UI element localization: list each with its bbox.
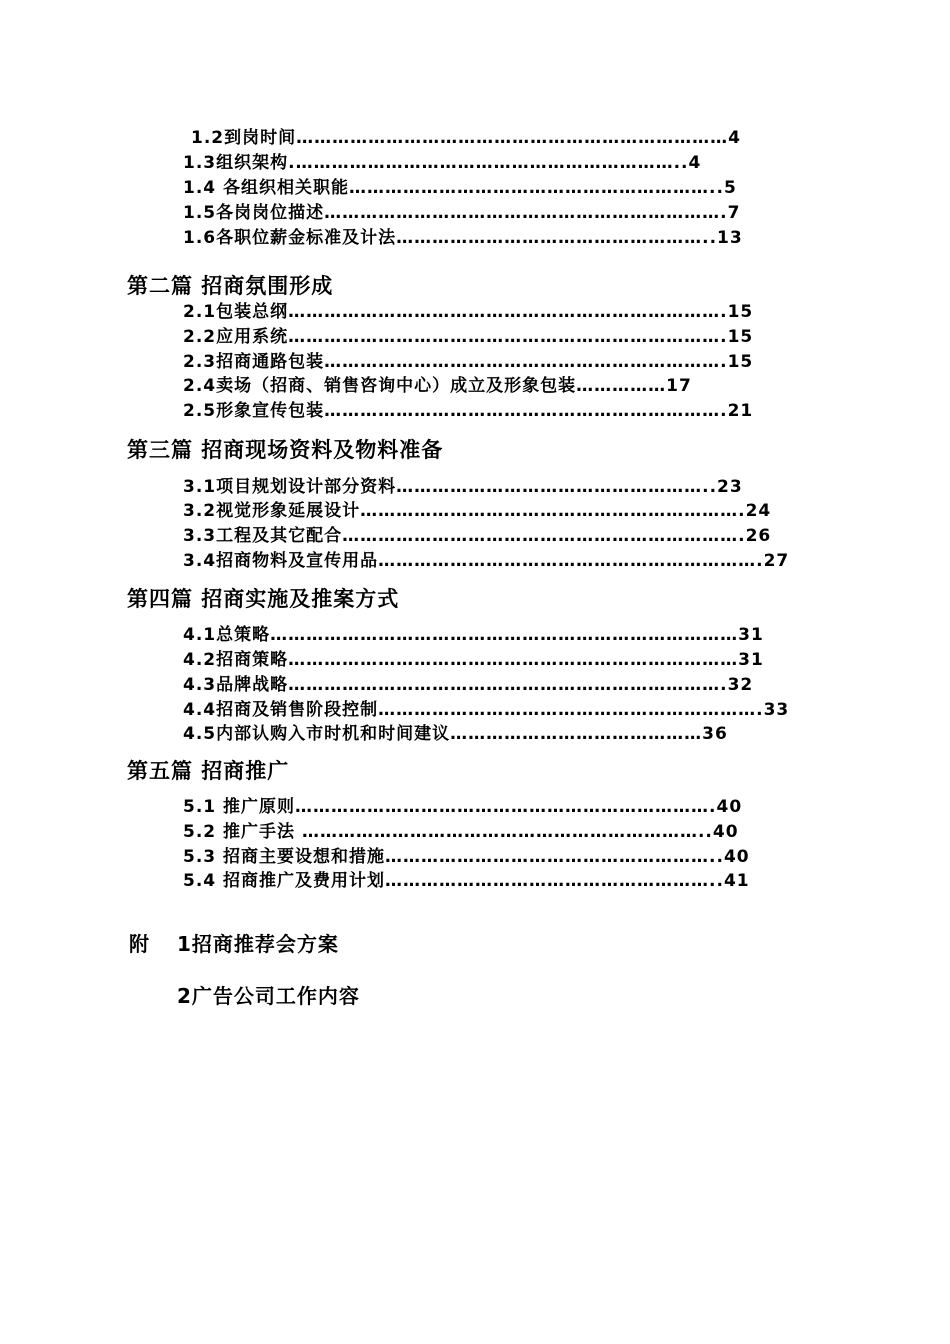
toc-entry-text: 5.3 招商主要设想和措施………………………………………………..40	[183, 847, 750, 867]
toc-entry-3-4[interactable]	[183, 550, 823, 572]
toc-entry-text: 1.6各职位薪金标准及计法……………………………………………..13	[183, 228, 743, 248]
toc-entry-text: 2.1包装总纲……………………………………………………………….15	[183, 302, 754, 322]
toc-entry-text: 4.4招商及销售阶段控制……………………………………………………….33	[183, 700, 790, 720]
toc-entry-1-3[interactable]	[183, 152, 823, 174]
toc-entry-1-6[interactable]	[183, 227, 823, 249]
toc-entry-2-3[interactable]	[183, 351, 823, 373]
toc-entry-text: 2.2应用系统……………………………………………………………….15	[183, 327, 754, 347]
toc-entry-2-2[interactable]	[183, 326, 823, 348]
toc-entry-text: 4.5内部认购入市时机和时间建议……………………………………36	[183, 724, 728, 744]
toc-entry-4-2[interactable]	[183, 649, 823, 671]
toc-entry-5-4[interactable]	[183, 870, 823, 892]
toc-entry-text: 3.4招商物料及宣传用品……………………………………………………….27	[183, 551, 790, 571]
chapter-3-heading[interactable]: 第三篇 招商现场资料及物料准备	[127, 438, 444, 462]
toc-entry-text: 5.2 推广手法 …………………………………………………………..40	[183, 822, 739, 842]
toc-entry-3-2[interactable]	[183, 500, 823, 522]
toc-entry-5-1[interactable]	[183, 796, 823, 818]
chapter-5-heading[interactable]: 第五篇 招商推广	[127, 759, 290, 783]
toc-entry-5-3[interactable]	[183, 846, 823, 868]
toc-entry-1-2[interactable]	[191, 127, 831, 149]
toc-entry-text: 2.5形象宣传包装………………………………………………………….21	[183, 401, 754, 421]
toc-entry-2-5[interactable]	[183, 400, 823, 422]
toc-entry-text: 4.3品牌战略……………………………………………………………….32	[183, 675, 754, 695]
toc-entry-text: 1.2到岗时间………………………………………………………………4	[191, 128, 741, 148]
toc-entry-1-4[interactable]	[183, 177, 823, 199]
toc-entry-4-4[interactable]	[183, 699, 823, 721]
chapter-4-heading[interactable]: 第四篇 招商实施及推案方式	[127, 587, 400, 611]
toc-entry-text: 5.4 招商推广及费用计划………………………………………………..41	[183, 871, 750, 891]
toc-entry-text: 1.3组织架构.………………………………………………………..4	[183, 153, 702, 173]
chapter-2-heading[interactable]: 第二篇 招商氛围形成	[127, 274, 334, 298]
toc-entry-text: 1.5各岗岗位描述………………………………………………………….7	[183, 203, 741, 223]
toc-entry-4-5[interactable]	[183, 723, 823, 745]
appendix-item-1[interactable]: 1招商推荐会方案	[177, 932, 339, 956]
toc-entry-4-1[interactable]	[183, 624, 823, 646]
toc-entry-text: 4.1总策略……………………………………………………………………31	[183, 625, 764, 645]
toc-entry-text: 1.4 各组织相关职能……………………………………………………..5	[183, 178, 737, 198]
toc-entry-text: 5.1 推广原则…………………………………………………………….40	[183, 797, 743, 817]
toc-entry-text: 4.2招商策略…………………………………………………………………31	[183, 650, 764, 670]
toc-entry-3-3[interactable]	[183, 525, 823, 547]
toc-entry-text: 3.2视觉形象延展设计……………………………………………………….24	[183, 501, 772, 521]
toc-entry-4-3[interactable]	[183, 674, 823, 696]
toc-entry-text: 2.4卖场（招商、销售咨询中心）成立及形象包装……………17	[183, 376, 692, 396]
toc-entry-2-4[interactable]	[183, 375, 823, 397]
toc-entry-5-2[interactable]	[183, 821, 823, 843]
appendix-item-2[interactable]: 2广告公司工作内容	[177, 984, 360, 1008]
toc-entry-1-5[interactable]	[183, 202, 823, 224]
toc-entry-text: 3.3工程及其它配合………………………………………………………….26	[183, 526, 772, 546]
toc-entry-text: 3.1项目规划设计部分资料……………………………………………..23	[183, 477, 743, 497]
toc-entry-3-1[interactable]	[183, 476, 823, 498]
toc-entry-text: 2.3招商通路包装………………………………………………………….15	[183, 352, 754, 372]
toc-entry-2-1[interactable]	[183, 301, 823, 323]
appendix-label: 附	[129, 932, 150, 956]
